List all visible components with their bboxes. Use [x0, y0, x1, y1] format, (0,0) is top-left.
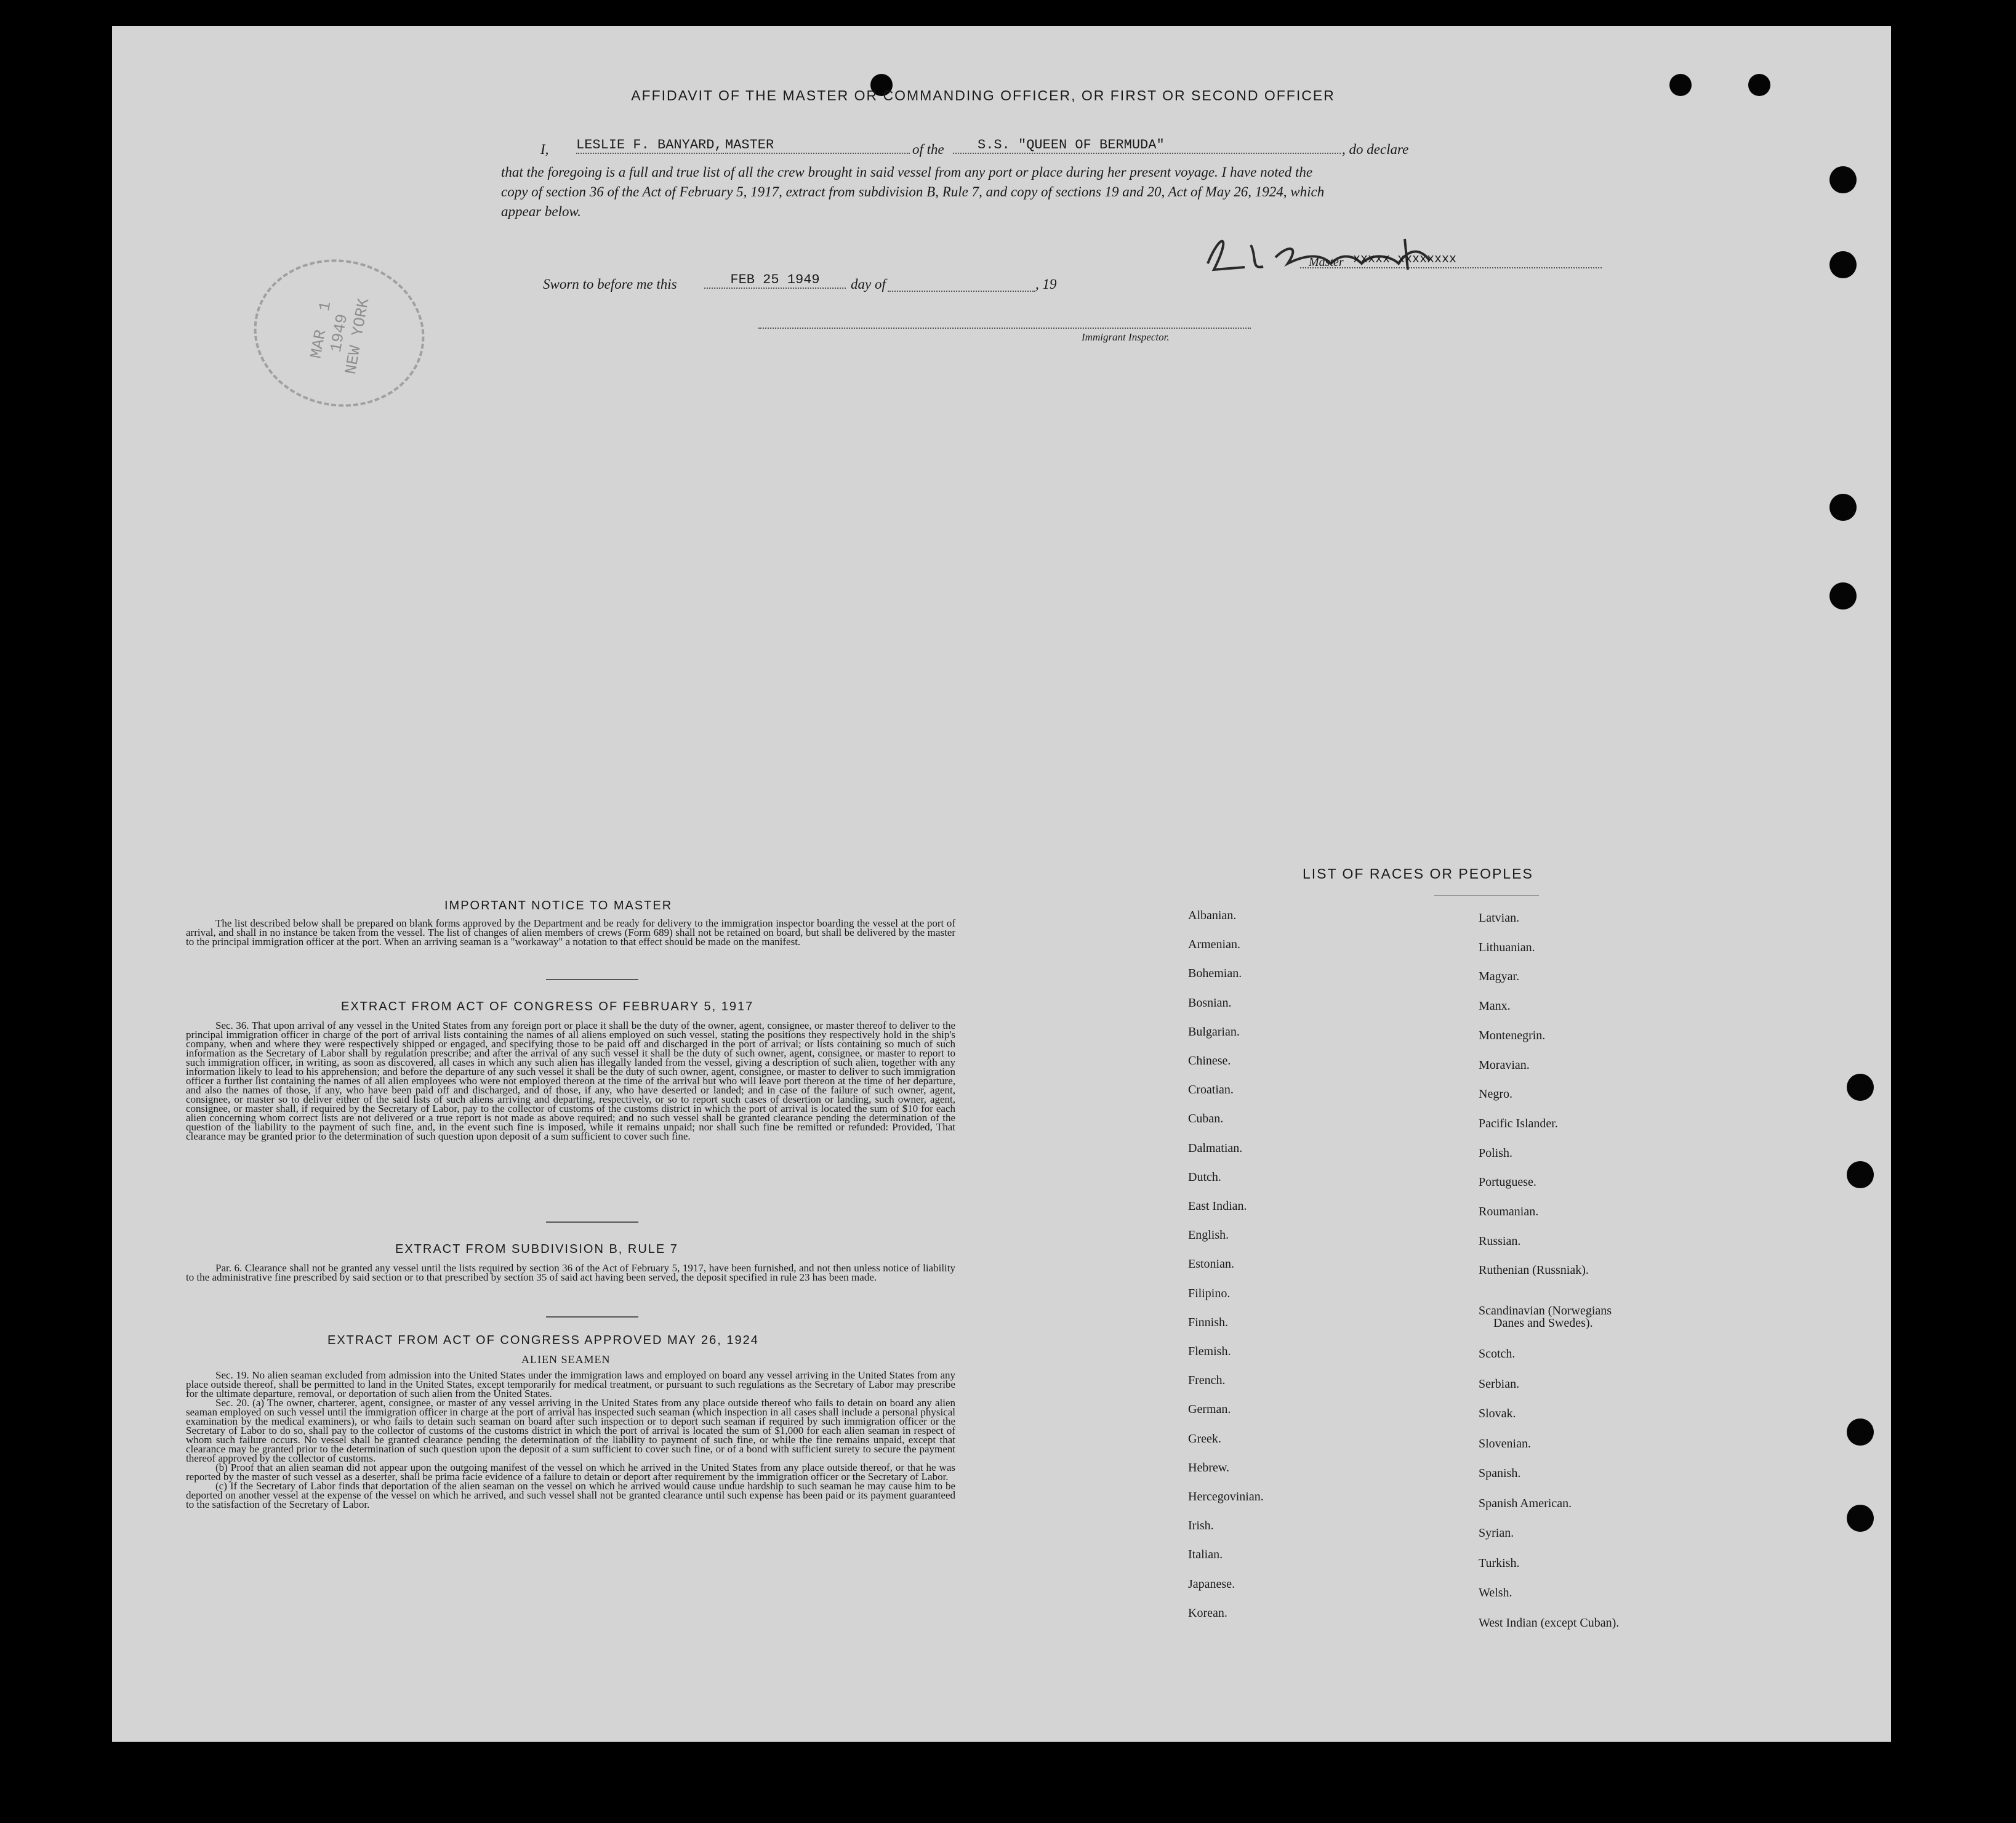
race-item: Greek. [1188, 1431, 1221, 1446]
punch-hole [1829, 166, 1857, 193]
master-label: Master [1309, 256, 1344, 269]
race-item: Cuban. [1188, 1112, 1224, 1126]
section-divider [546, 1316, 638, 1318]
declaration-body-line: that the foregoing is a full and true list of all the crew brought in said vessel from any port or place during her present voyage. I have noted the [501, 164, 1313, 180]
punch-hole [1847, 1505, 1874, 1532]
races-title: LIST OF RACES OR PEOPLES [1303, 866, 1533, 882]
race-item: Roumanian. [1479, 1205, 1539, 1218]
punch-hole [1847, 1161, 1874, 1188]
race-item: Montenegrin. [1479, 1028, 1546, 1042]
race-item: Negro. [1479, 1087, 1512, 1101]
affidavit-title: AFFIDAVIT OF THE MASTER OR COMMANDING OFFICER, OR FIRST OR SECOND OFFICER [631, 87, 1335, 103]
race-item: Latvian. [1479, 911, 1520, 925]
rule7-text: Par. 6. Clearance shall not be granted any vessel until the lists required by section 36 of the Act of February 5, 1917, have been furnished, and not then unless notice of liability to the administrative fine prescribed by said section or to that prescribed by section 35 of said act having been served, the deposit specified in rule 23 has been made. [186, 1262, 955, 1283]
race-item: Ruthenian (Russniak). [1479, 1263, 1589, 1278]
race-item: Scotch. [1479, 1347, 1516, 1361]
sworn-label: Sworn to before me this [543, 276, 677, 292]
declaration-body [501, 163, 1603, 222]
declaration-body-line: appear below. [501, 204, 581, 219]
month-field [888, 272, 1035, 292]
race-item: Slovenian. [1479, 1436, 1531, 1451]
race-item: Polish. [1479, 1146, 1513, 1160]
races-title-underline [1434, 895, 1539, 896]
master-rank: MASTER [725, 137, 910, 154]
race-item: Hebrew. [1188, 1460, 1230, 1475]
declaration-line [540, 137, 1599, 161]
race-item: Armenian. [1188, 938, 1240, 952]
race-item: French. [1188, 1374, 1226, 1388]
punch-hole [1829, 494, 1857, 521]
race-item: Dalmatian. [1188, 1141, 1243, 1155]
extract-1917-text: Sec. 36. That upon arrival of any vessel in the United States from any foreign port or place it shall be the duty of the owner, agent, consignee, or master thereof to deliver to the principal immigration officer in charge of the port of arrival lists containing the names of all aliens employed on such vessel, stating the positions they respectively hold in the ship's company, when and where they were respectively shipped or engaged, and specifying those to be paid off and discharged in the port of arrival; or lists containing so much of such information as the Secretary of Labor shall by regulation prescribe; and after the arrival of any such vessel it shall be the duty of such owner, agent, consignee, or master to report to such immigration officer, in writing, as soon as discovered, all cases in which any such alien has illegally landed from the vessel, giving a description of such alien, together with any information likely to lead to his apprehension; and before the departure of any such vessel it shall be the duty of such owner, agent, consignee, or master to deliver to such immigration officer a further list containing the names of all alien employees who were not employed thereon at the time of the arrival but who will leave port thereon at the time of her departure, and also the names of those, if any, who have been paid off and discharged, and of those, if any, who have deserted or landed; and in case of the failure of such owner, agent, consignee, or master so to deliver either of the said lists of such aliens arriving and departing, respectively, or so to report such cases of desertion or landing, such owner, agent, consignee, or master shall, if required by the Secretary of Labor, pay to the collector of customs of the customs district in which the port of arrival is located the sum of $10 for each alien concerning whom correct lists are not delivered or a true report is not made as above required; and no such vessel shall be granted clearance pending the determination of the question of the liability to the payment of such fine, and, in the event such fine is imposed, while it remains unpaid; nor shall such fine be remitted or refunded: Provided, That clearance may be granted prior to the determination of such question upon deposit of a sum sufficient to cover such fine. [186, 1020, 955, 1142]
race-item: Korean. [1188, 1606, 1227, 1620]
race-item: Serbian. [1479, 1377, 1520, 1391]
race-item: Lithuanian. [1479, 940, 1535, 954]
race-item: Welsh. [1479, 1586, 1512, 1600]
immigration-stamp: MAR 1 1949 NEW YORK [242, 246, 436, 421]
race-item: Dutch. [1188, 1170, 1221, 1184]
sec19-text: Sec. 19. No alien seaman excluded from admission into the United States under the immigration laws and employed on board any vessel arriving in the United States from any place outside thereof, shall be permitted to land in the United States, except temporarily for medical treatment, or pursuant to such regulations as the Secretary of Labor may prescribe for the ultimate departure, removal, or deportation of such alien from the United States. [186, 1369, 955, 1399]
race-item: Syrian. [1479, 1526, 1514, 1540]
race-item: Russian. [1479, 1234, 1521, 1248]
extract-1924-title: EXTRACT FROM ACT OF CONGRESS APPROVED MAY 26, 1924 [327, 1334, 759, 1347]
struck-title: xxxxx xxxxxxxx [1353, 252, 1457, 267]
race-item: Filipino. [1188, 1286, 1231, 1300]
race-item: German. [1188, 1402, 1231, 1417]
race-item: Danes and Swedes). [1493, 1316, 1593, 1330]
sec20c-text: (c) If the Secretary of Labor finds that deportation of the alien seaman on the vessel on which he arrived would cause undue hardship to such seaman he may cause him to be deported on another vessel at the expense of the vessel on which he arrived, and such vessel shall not be granted clearance until such expense has been paid or its payment guaranteed to the satisfaction of the Secretary of Labor. [186, 1480, 955, 1510]
extract-1917-title: EXTRACT FROM ACT OF CONGRESS OF FEBRUARY 5, 1917 [341, 1000, 754, 1013]
race-item: English. [1188, 1228, 1229, 1242]
race-item: Croatian. [1188, 1083, 1234, 1097]
punch-hole [1847, 1419, 1874, 1446]
inspector-label: Immigrant Inspector. [1082, 331, 1170, 343]
sworn-date: FEB 25 1949 [704, 272, 846, 289]
race-item: Scandinavian (Norwegians [1479, 1304, 1612, 1318]
race-item: Bulgarian. [1188, 1024, 1240, 1039]
notice-title: IMPORTANT NOTICE TO MASTER [444, 899, 673, 912]
race-item: Bohemian. [1188, 967, 1242, 981]
year-prefix: , 19 [1035, 276, 1057, 292]
race-item: Flemish. [1188, 1345, 1231, 1358]
race-item: Portuguese. [1479, 1175, 1536, 1189]
race-item: East Indian. [1188, 1199, 1247, 1213]
race-item: Hercegovinian. [1188, 1490, 1264, 1503]
race-item: West Indian (except Cuban). [1479, 1616, 1620, 1630]
day-of-label: day of [851, 276, 886, 292]
sec20b-text: (b) Proof that an alien seaman did not appear upon the outgoing manifest of the vessel on which he arrived in the United States from any place outside thereof, or that he was reported by the master of such vessel as a deserter, shall be prima facie evidence of a failure to detain or deport after requirement by the immigration officer or the Secretary of Labor. [186, 1462, 955, 1483]
vessel-name: S.S. "QUEEN OF BERMUDA" [953, 137, 1341, 154]
sec20a-text: Sec. 20. (a) The owner, charterer, agent, consignee, or master of any vessel arriving in the United States from any place outside thereof who fails to detain on board any alien seaman employed on such vessel until the immigration officer in charge at the port of arrival has inspected such seaman (which inspection in all cases shall include a personal physical examination by the medical examiners), or who fails to detain such seaman on board after such inspection or to deport such seaman if required by such immigration officer or the Secretary of Labor to do so, shall pay to the collector of customs of the customs district in which the port of arrival is located the sum of $1,000 for each alien seaman in respect of whom such failure occurs. No vessel shall be granted clearance pending the determination of the liability to payment of such fine, or while the fine remains unpaid, except that clearance may be granted prior to the determination of such question upon the deposit of a sum sufficient to cover such fine, or of a bond with sufficient surety to secure the payment thereof approved by the collector of customs. [186, 1397, 955, 1464]
race-item: Irish. [1188, 1519, 1214, 1533]
race-item: Pacific Islander. [1479, 1116, 1558, 1130]
notice-text: The list described below shall be prepared on blank forms approved by the Department and be ready for delivery to the immigration inspector boarding the vessel at the port of arrival, and shall in no instance be taken from the vessel. The list of changes of alien members of crews (Form 689) shall not be retained on board, but shall be delivered by the master to the principal immigration officer at the port. When an arriving seaman is a "workaway" a notation to that effect should be made on the manifest. [186, 917, 955, 948]
i-label: I, [540, 142, 549, 157]
signature-line [1300, 267, 1602, 268]
section-divider [546, 1221, 638, 1223]
sworn-line [543, 272, 1257, 297]
race-item: Magyar. [1479, 970, 1520, 984]
race-item: Japanese. [1188, 1577, 1235, 1591]
race-item: Estonian. [1188, 1257, 1234, 1271]
punch-hole [1829, 251, 1857, 278]
rule7-title: EXTRACT FROM SUBDIVISION B, RULE 7 [395, 1242, 678, 1256]
do-declare-label: , do declare [1342, 142, 1409, 157]
section-divider [546, 979, 638, 980]
race-item: Slovak. [1479, 1407, 1516, 1420]
race-item: Finnish. [1188, 1315, 1229, 1329]
of-the-label: of the [912, 142, 944, 157]
master-name: LESLIE F. BANYARD, [576, 137, 724, 154]
race-item: Bosnian. [1188, 996, 1232, 1010]
extract-1924-text [186, 1370, 955, 1509]
race-item: Moravian. [1479, 1058, 1530, 1072]
punch-hole [1829, 582, 1857, 610]
race-item: Manx. [1479, 999, 1511, 1013]
race-item: Albanian. [1188, 909, 1237, 922]
race-item: Italian. [1188, 1548, 1223, 1562]
inspector-line [758, 328, 1251, 329]
race-item: Spanish American. [1479, 1496, 1572, 1510]
document-sheet [112, 26, 1891, 1742]
race-item: Chinese. [1188, 1054, 1231, 1068]
race-item: Turkish. [1479, 1556, 1520, 1570]
race-item: Spanish. [1479, 1467, 1521, 1480]
declaration-body-line: copy of section 36 of the Act of February 5, 1917, extract from subdivision B, Rule 7, and copy of sections 19 and 20, Act of May 26, 1924, which [501, 184, 1325, 199]
alien-seamen-subtitle: ALIEN SEAMEN [521, 1353, 611, 1366]
punch-hole [1847, 1074, 1874, 1101]
